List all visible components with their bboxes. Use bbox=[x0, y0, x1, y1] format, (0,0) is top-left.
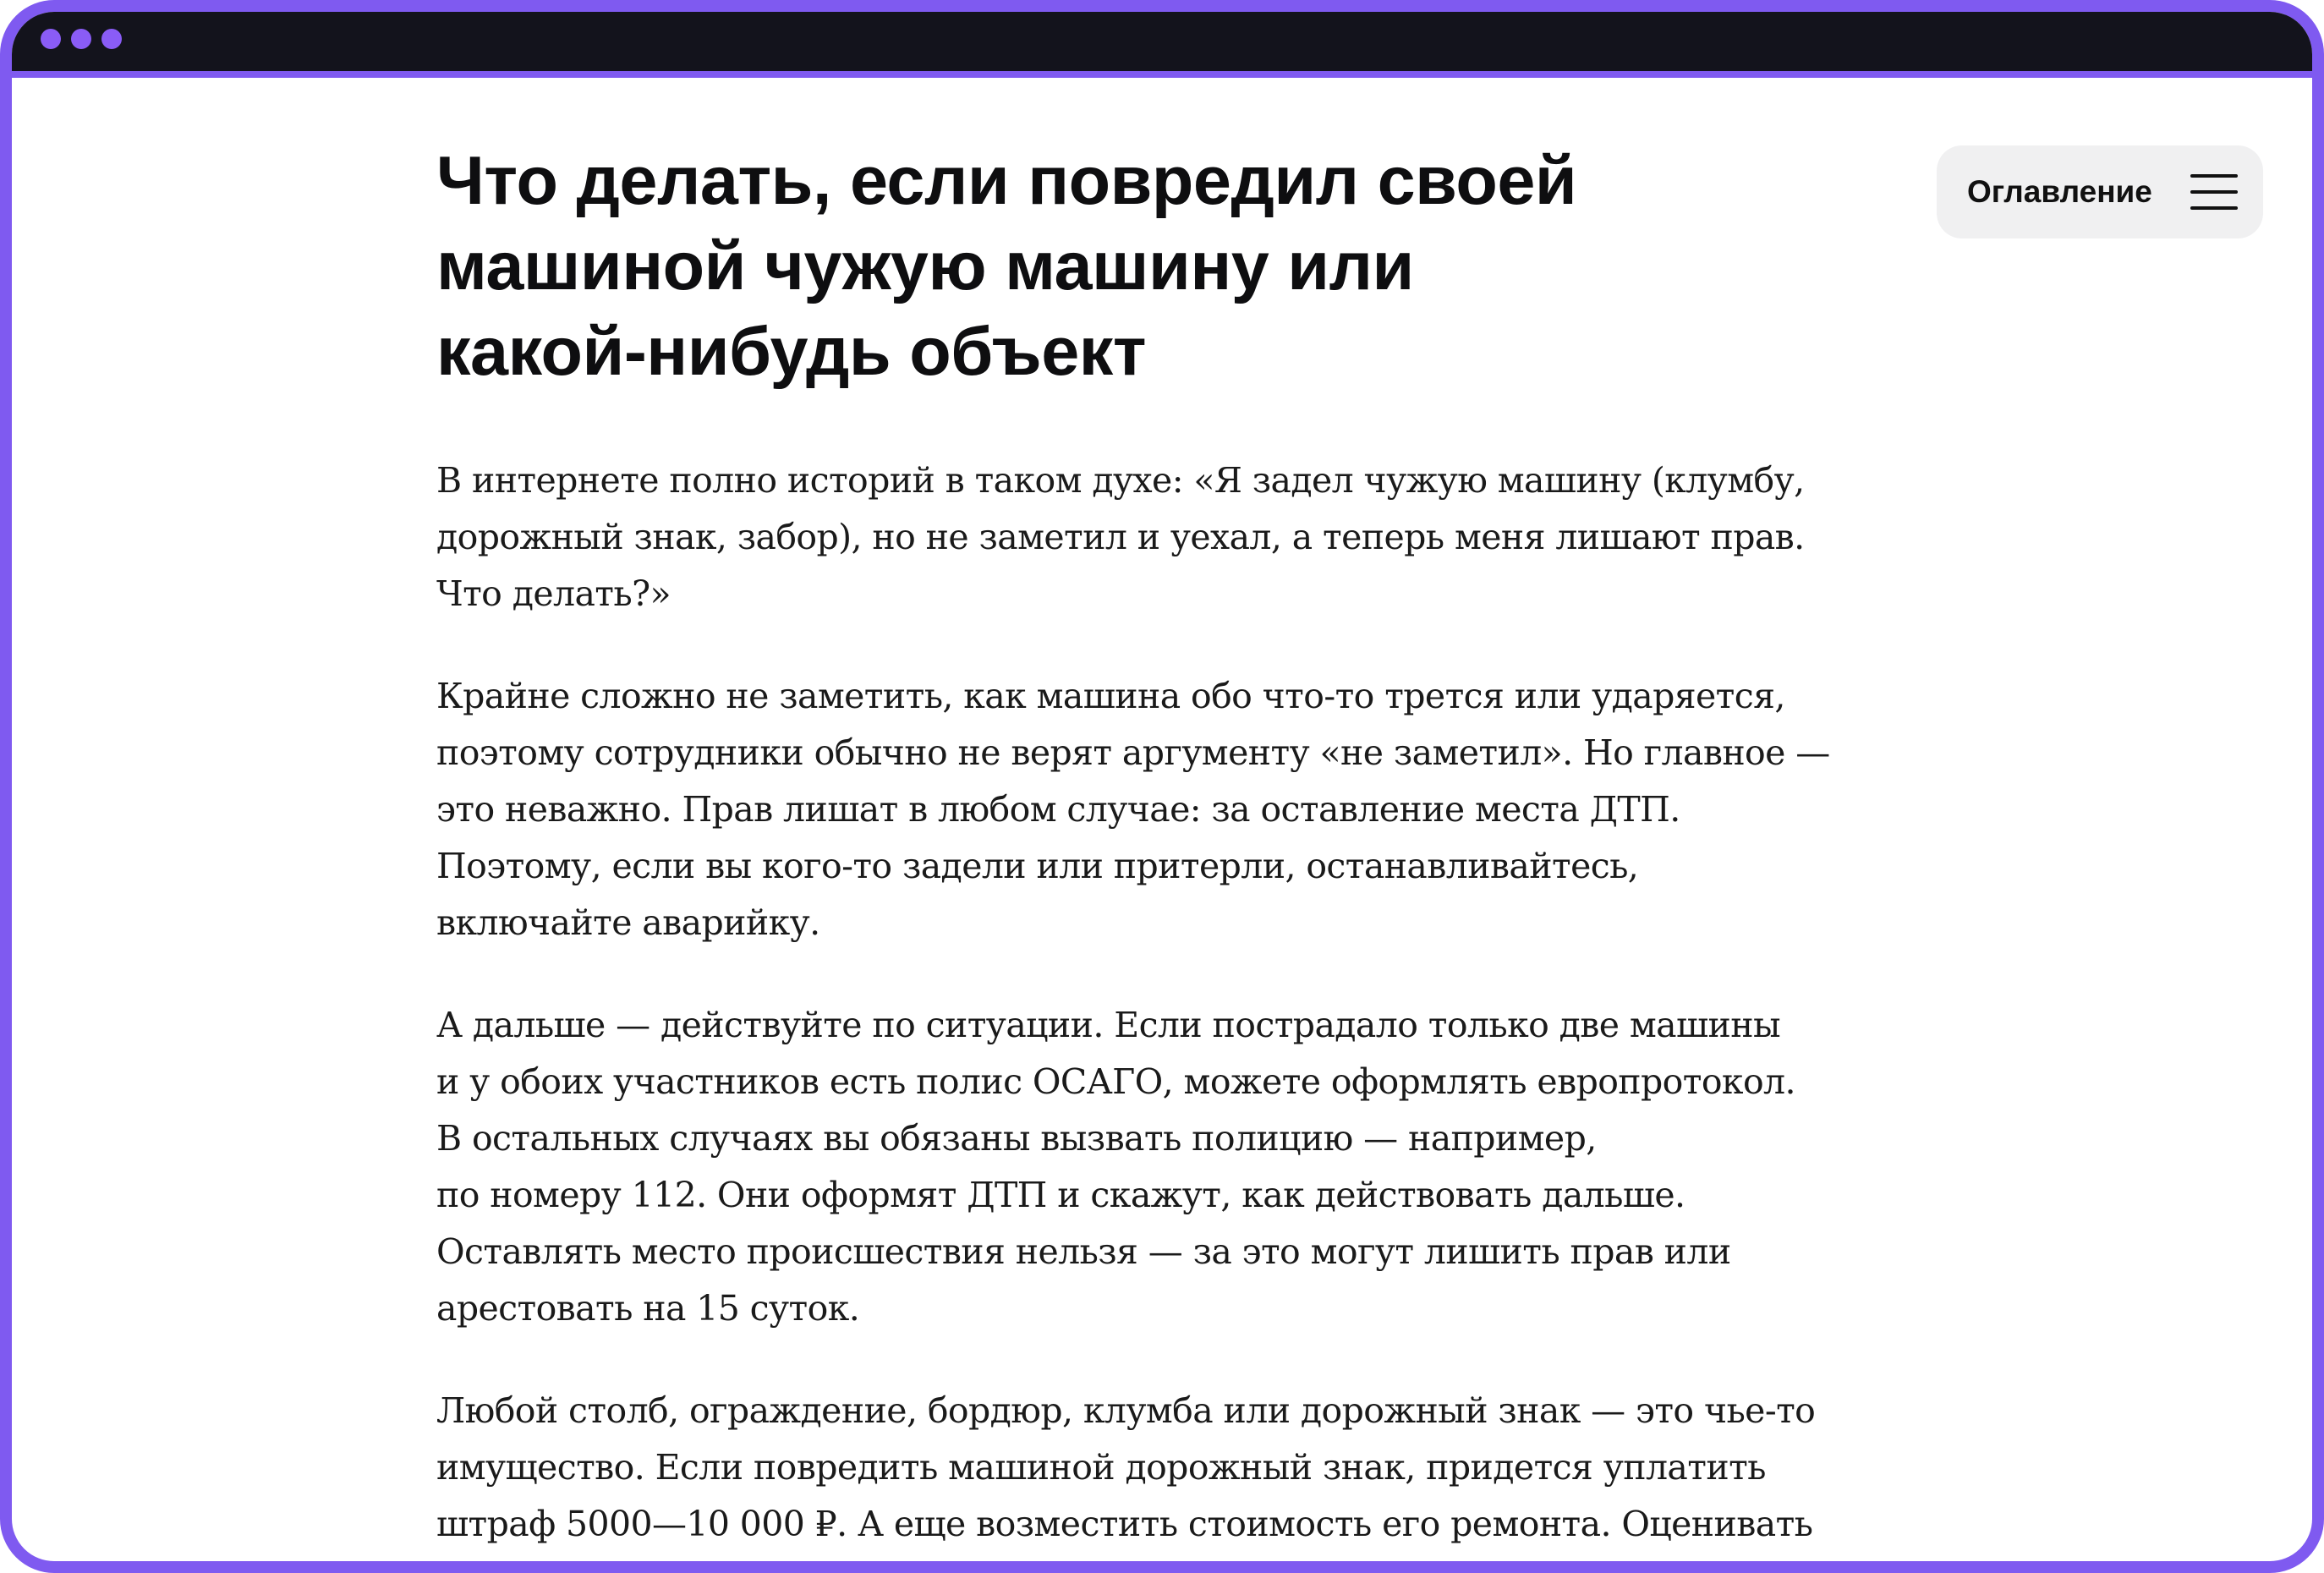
paragraph-line: В интернете полно историй в таком духе: «Я задел чужую машину (клумбу, bbox=[436, 460, 1805, 501]
window-controls bbox=[41, 29, 122, 49]
paragraph-line: Любой столб, ограждение, бордюр, клумба или дорожный знак — это чье-то bbox=[436, 1390, 1816, 1431]
title-line: какой-нибудь объект bbox=[436, 314, 1146, 390]
window-dot-3[interactable] bbox=[101, 29, 122, 49]
paragraph-line: это неважно. Прав лишат в любом случае: за оставление места ДТП. bbox=[436, 789, 1680, 830]
window-dot-1[interactable] bbox=[41, 29, 61, 49]
article bbox=[436, 139, 1866, 1553]
paragraph-line: по номеру 112. Они оформят ДТП и скажут, как действовать дальше. bbox=[436, 1175, 1685, 1215]
window-dot-2[interactable] bbox=[71, 29, 91, 49]
paragraph-line: имущество. Если повредить машиной дорожный знак, придется уплатить bbox=[436, 1447, 1766, 1488]
paragraph-line: Оставлять место происшествия нельзя — за это могут лишить прав или bbox=[436, 1231, 1731, 1272]
article-paragraph-3 bbox=[436, 997, 1866, 1337]
paragraph-line: Что делать?» bbox=[436, 573, 671, 614]
toc-label: Оглавление bbox=[1967, 174, 2152, 209]
article-paragraph-4 bbox=[436, 1383, 1866, 1553]
paragraph-line: штраф 5000—10 000 ₽. А еще возместить стоимость его ремонта. Оценивать bbox=[436, 1504, 1813, 1544]
title-line: машиной чужую машину или bbox=[436, 228, 1414, 304]
article-paragraph-1 bbox=[436, 452, 1866, 622]
toc-button[interactable] bbox=[1937, 145, 2263, 238]
article-paragraph-2 bbox=[436, 668, 1866, 951]
paragraph-line: Крайне сложно не заметить, как машина обо что-то трется или ударяется, bbox=[436, 676, 1785, 716]
paragraph-line: поэтому сотрудники обычно не верят аргументу «не заметил». Но главное — bbox=[436, 732, 1830, 773]
paragraph-line: и у обоих участников есть полис ОСАГО, можете оформлять европротокол. bbox=[436, 1061, 1795, 1102]
article-title bbox=[436, 139, 1705, 395]
title-line: Что делать, если повредил своей bbox=[436, 143, 1577, 219]
paragraph-line: А дальше — действуйте по ситуации. Если пострадало только две машины bbox=[436, 1005, 1780, 1045]
paragraph-line: дорожный знак, забор), но не заметил и уехал, а теперь меня лишают прав. bbox=[436, 517, 1805, 557]
paragraph-line: арестовать на 15 суток. bbox=[436, 1288, 860, 1329]
paragraph-line: Поэтому, если вы кого-то задели или притерли, останавливайтесь, bbox=[436, 846, 1639, 886]
paragraph-line: В остальных случаях вы обязаны вызвать полицию — например, bbox=[436, 1118, 1597, 1159]
paragraph-line: включайте аварийку. bbox=[436, 902, 820, 943]
menu-icon bbox=[2190, 173, 2238, 211]
window-titlebar bbox=[12, 12, 2312, 78]
